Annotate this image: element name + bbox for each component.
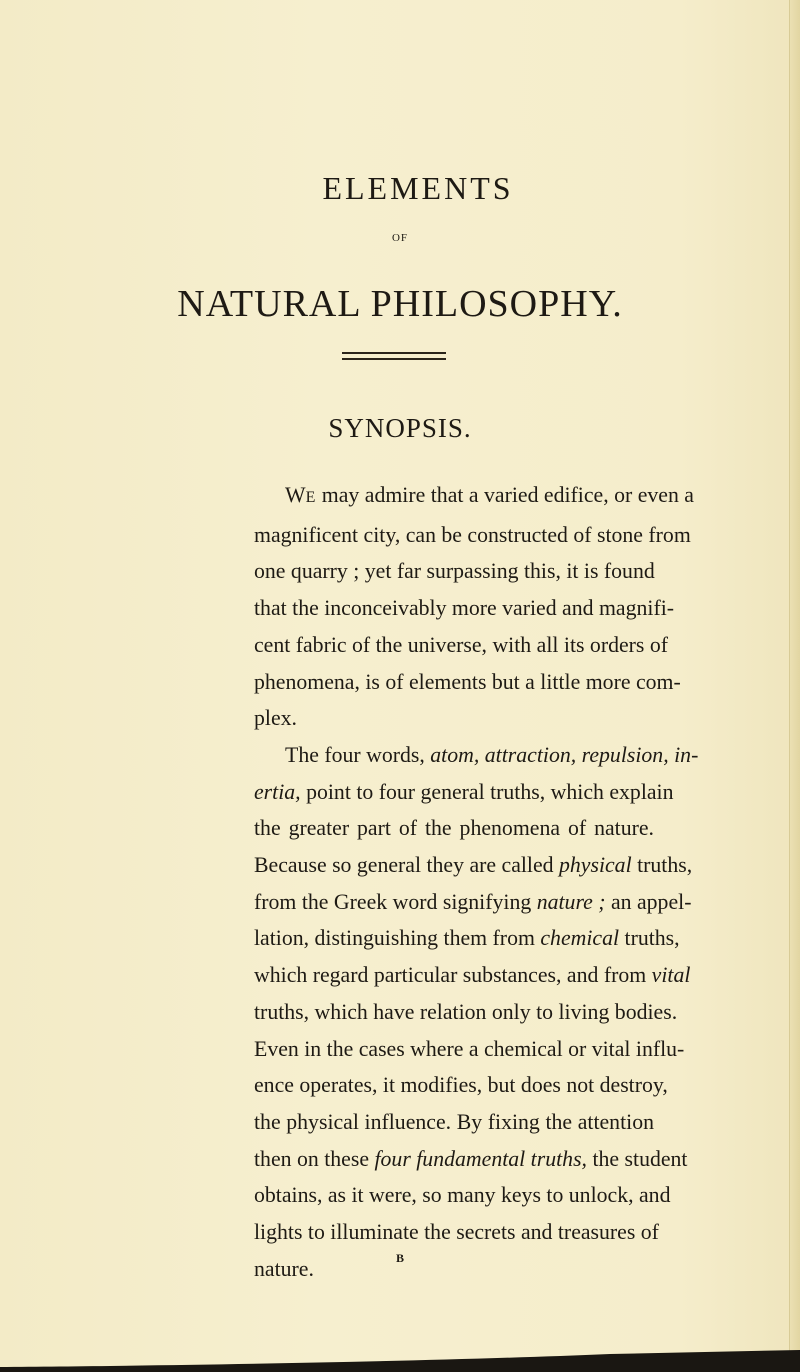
- text-line: phenomena, is of elements but a little more com-: [254, 669, 681, 694]
- text-line: truths, which have relation only to living bodies.: [254, 999, 678, 1024]
- section-heading-synopsis: SYNOPSIS.: [328, 413, 472, 443]
- text-line: lights to illuminate the secrets and treasures of: [254, 1220, 659, 1245]
- text-line: lation, distinguishing them from chemical truths,: [254, 926, 680, 951]
- text-line: nature.: [254, 1256, 314, 1281]
- text-line: one quarry ; yet far surpassing this, it is found: [254, 559, 655, 584]
- text-line: ence operates, it modifies, but does not destroy,: [254, 1073, 668, 1098]
- text-line: which regard particular substances, and from vital: [254, 963, 691, 988]
- text-line: that the inconceivably more varied and magnifi-: [254, 596, 675, 621]
- text-line: The four words, atom, attraction, repulsion, in-: [285, 742, 699, 767]
- text-line: from the Greek word signifying nature ; an appel-: [254, 889, 692, 914]
- title-elements: ELEMENTS: [322, 170, 514, 206]
- title-natural-philosophy: NATURAL PHILOSOPHY.: [177, 283, 623, 325]
- synopsis-body: [254, 477, 699, 1287]
- text-line: the physical influence. By fixing the attention: [254, 1109, 654, 1134]
- text-line: then on these four fundamental truths, the student: [254, 1146, 688, 1171]
- bottom-edge-shadow: [0, 1350, 800, 1372]
- text-line: Even in the cases where a chemical or vital influ-: [254, 1036, 685, 1061]
- text-line: cent fabric of the universe, with all its orders of: [254, 632, 669, 657]
- double-rule-divider: [342, 352, 446, 361]
- signature-mark: B: [395, 1251, 404, 1265]
- text-line: magnificent city, can be constructed of stone from: [254, 522, 691, 547]
- text-line: WE may admire that a varied edifice, or even a: [285, 483, 694, 507]
- text-line: obtains, as it were, so many keys to unlock, and: [254, 1183, 671, 1208]
- text-line: ertia, point to four general truths, which explain: [254, 779, 674, 804]
- text-line: Because so general they are called physical truths,: [254, 853, 693, 878]
- text-line: plex.: [254, 706, 297, 731]
- text-line: the greater part of the phenomena of nature.: [254, 816, 654, 841]
- title-of: OF: [391, 232, 409, 244]
